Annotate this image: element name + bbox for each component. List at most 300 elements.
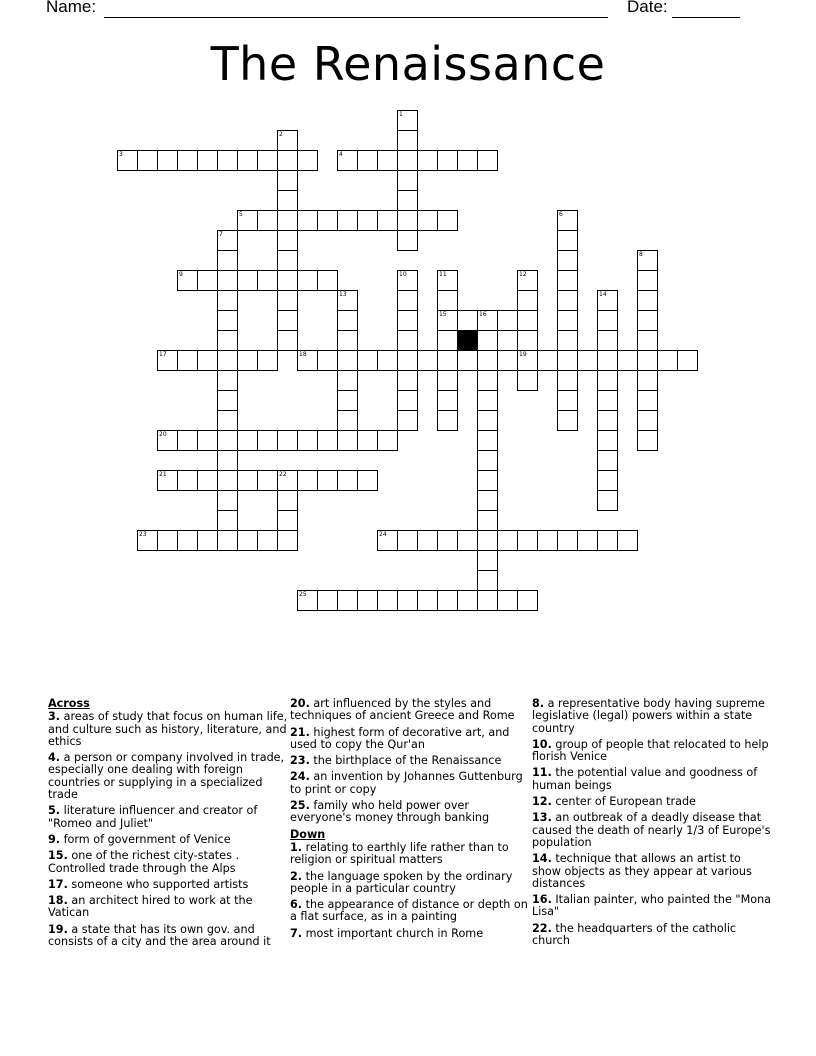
grid-cell[interactable] [397,350,418,371]
grid-cell[interactable] [477,590,498,611]
grid-cell[interactable] [317,470,338,491]
cell-number: 23 [139,531,147,538]
grid-cell[interactable] [597,390,618,411]
grid-cell[interactable] [557,250,578,271]
grid-cell[interactable] [237,270,258,291]
clue-text: relating to earthly life rather than to religion or spiritual matters [290,840,509,867]
cell-number: 9 [179,271,183,278]
grid-cell[interactable] [397,210,418,231]
clue-text: a representative body having supreme legislative (legal) powers within a state country [532,697,765,735]
clue-item [48,879,288,891]
grid-cell[interactable] [597,470,618,491]
cell-number: 16 [479,311,487,318]
grid-cell[interactable] [277,290,298,311]
cell-number: 25 [299,591,307,598]
clues-column-1 [48,698,288,952]
grid-cell[interactable] [277,190,298,211]
grid-cell[interactable] [277,170,298,191]
grid-cell[interactable] [597,410,618,431]
grid-cell[interactable] [597,490,618,511]
cell-number: 1 [399,111,403,118]
grid-cell[interactable] [317,590,338,611]
grid-cell[interactable] [377,150,398,171]
grid-cell[interactable] [397,290,418,311]
grid-cell[interactable] [577,350,598,371]
grid-cell[interactable] [337,590,358,611]
grid-cell[interactable] [457,590,478,611]
grid-cell[interactable] [157,430,178,451]
grid-cell[interactable] [557,210,578,231]
grid-cell[interactable] [397,410,418,431]
grid-cell[interactable] [437,150,458,171]
clue-item [290,842,530,867]
grid-cell[interactable] [337,150,358,171]
grid-cell[interactable] [477,390,498,411]
grid-cell[interactable] [477,550,498,571]
grid-cell[interactable] [557,410,578,431]
grid-cell[interactable] [497,310,518,331]
grid-cell[interactable] [417,350,438,371]
grid-cell[interactable] [297,590,318,611]
clue-number: 13. [532,811,552,825]
grid-cell[interactable] [377,590,398,611]
grid-cell[interactable] [277,150,298,171]
grid-cell[interactable] [257,150,278,171]
grid-cell[interactable] [457,530,478,551]
grid-cell[interactable] [537,530,558,551]
clue-text: highest form of decorative art, and used to copy the Qur'an [290,725,510,751]
clue-item [532,923,772,948]
clue-item [290,727,530,752]
grid-cell[interactable] [217,150,238,171]
clue-text: a state that has its own gov. and consists of a city and the area around it [48,922,271,949]
grid-cell[interactable] [637,430,658,451]
clue-text: a person or company involved in trade, especially one dealing with foreign countries or supplying in a specialized trade [48,751,285,802]
grid-cell[interactable] [197,470,218,491]
grid-cell[interactable] [397,590,418,611]
clue-number: 21. [290,725,310,739]
grid-cell[interactable] [337,390,358,411]
grid-cell[interactable] [637,410,658,431]
grid-cell[interactable] [277,230,298,251]
grid-cell[interactable] [297,350,318,371]
grid-cell[interactable] [477,150,498,171]
clue-number: 2. [290,869,303,883]
grid-cell[interactable] [397,170,418,191]
grid-cell[interactable] [217,290,238,311]
grid-cell[interactable] [637,310,658,331]
clue-item [532,853,772,890]
grid-cell[interactable] [477,570,498,591]
grid-cell[interactable] [637,250,658,271]
grid-cell[interactable] [637,390,658,411]
cell-number: 21 [159,471,167,478]
grid-cell[interactable] [437,330,458,351]
grid-cell[interactable] [397,130,418,151]
grid-cell[interactable] [357,150,378,171]
grid-cell[interactable] [237,150,258,171]
grid-cell[interactable] [477,370,498,391]
grid-cell[interactable] [277,470,298,491]
grid-cell[interactable] [557,290,578,311]
grid-cell[interactable] [337,350,358,371]
grid-cell[interactable] [437,410,458,431]
clue-item [290,771,530,796]
grid-cell[interactable] [257,350,278,371]
grid-cell[interactable] [237,430,258,451]
clue-item [532,698,772,735]
grid-cell[interactable] [337,290,358,311]
grid-cell[interactable] [597,450,618,471]
grid-cell[interactable] [637,290,658,311]
grid-cell[interactable] [377,210,398,231]
cell-number: 20 [159,431,167,438]
clue-number: 12. [532,795,552,809]
grid-cell[interactable] [337,210,358,231]
grid-cell[interactable] [217,410,238,431]
grid-cell[interactable] [157,530,178,551]
grid-cell[interactable] [397,330,418,351]
clue-item [532,812,772,849]
grid-cell[interactable] [397,230,418,251]
clue-text: center of European trade [551,795,696,809]
grid-cell[interactable] [277,250,298,271]
clue-item [48,924,288,949]
grid-cell[interactable] [517,530,538,551]
grid-cell[interactable] [317,270,338,291]
clue-number: 20. [290,697,310,710]
grid-cell[interactable] [377,530,398,551]
grid-cell[interactable] [537,350,558,371]
grid-cell[interactable] [557,270,578,291]
grid-cell[interactable] [277,330,298,351]
grid-cell[interactable] [637,350,658,371]
grid-cell[interactable] [257,530,278,551]
grid-cell[interactable] [397,270,418,291]
grid-cell[interactable] [317,350,338,371]
grid-cell[interactable] [517,290,538,311]
grid-cell[interactable] [597,310,618,331]
clue-text: Italian painter, who painted the "Mona Lisa" [532,893,772,919]
grid-cell[interactable] [197,350,218,371]
grid-cell[interactable] [557,330,578,351]
cell-number: 5 [239,211,243,218]
clue-number: 10. [532,737,552,751]
grid-cell[interactable] [357,470,378,491]
grid-cell[interactable] [437,590,458,611]
grid-cell[interactable] [217,510,238,531]
grid-cell[interactable] [257,470,278,491]
grid-cell[interactable] [497,530,518,551]
grid-cell[interactable] [197,530,218,551]
grid-cell[interactable] [297,150,318,171]
grid-cell[interactable] [597,370,618,391]
grid-cell[interactable] [217,270,238,291]
grid-cell[interactable] [397,390,418,411]
grid-cell[interactable] [117,150,138,171]
clue-number: 6. [290,898,303,912]
grid-cell[interactable] [477,490,498,511]
cell-number: 11 [439,271,447,278]
cell-number: 10 [399,271,407,278]
grid-cell[interactable] [217,330,238,351]
grid-cell[interactable] [157,350,178,371]
grid-cell[interactable] [597,330,618,351]
clue-number: 3. [48,710,61,724]
grid-cell[interactable] [357,590,378,611]
grid-cell[interactable] [397,370,418,391]
clue-number: 16. [532,893,552,907]
grid-cell[interactable] [217,230,238,251]
grid-cell[interactable] [477,450,498,471]
grid-cell[interactable] [497,590,518,611]
grid-cell[interactable] [357,430,378,451]
grid-cell[interactable] [637,270,658,291]
grid-cell[interactable] [517,330,538,351]
grid-cell[interactable] [637,370,658,391]
grid-cell[interactable] [277,490,298,511]
grid-cell[interactable] [217,470,238,491]
grid-cell[interactable] [597,530,618,551]
cell-number: 24 [379,531,387,538]
grid-cell[interactable] [277,310,298,331]
grid-cell[interactable] [217,450,238,471]
grid-cell[interactable] [677,350,698,371]
grid-cell[interactable] [417,530,438,551]
grid-cell[interactable] [297,430,318,451]
clue-text: art influenced by the styles and techniques of ancient Greece and Rome [290,697,515,723]
grid-cell[interactable] [457,150,478,171]
cell-number: 6 [559,211,563,218]
clue-item [532,739,772,764]
grid-cell[interactable] [217,310,238,331]
grid-cell[interactable] [437,270,458,291]
clue-number: 11. [532,766,552,780]
clue-item [290,871,530,896]
grid-cell[interactable] [337,330,358,351]
grid-cell[interactable] [477,310,498,331]
clue-item [290,755,530,767]
grid-cell[interactable] [397,530,418,551]
grid-cell[interactable] [557,350,578,371]
grid-cell[interactable] [557,530,578,551]
clue-number: 18. [48,894,68,908]
grid-cell[interactable] [177,530,198,551]
grid-cell[interactable] [477,430,498,451]
grid-cell[interactable] [177,430,198,451]
cell-number: 7 [219,231,223,238]
grid-cell[interactable] [397,190,418,211]
clue-item [48,711,288,748]
clue-text: an outbreak of a deadly disease that caused the death of nearly 1/3 of Europe's population [532,811,771,849]
grid-cell[interactable] [457,350,478,371]
grid-cell[interactable] [197,270,218,291]
grid-cell[interactable] [397,310,418,331]
clue-number: 19. [48,922,68,936]
grid-cell[interactable] [277,270,298,291]
grid-cell[interactable] [397,150,418,171]
grid-cell[interactable] [517,270,538,291]
clue-number: 1. [290,840,303,854]
clue-number: 15. [48,849,68,863]
grid-cell[interactable] [377,430,398,451]
grid-cell[interactable] [517,370,538,391]
cell-number: 19 [519,351,527,358]
clue-section-heading: Down [290,827,326,841]
grid-cell[interactable] [237,210,258,231]
grid-cell[interactable] [477,530,498,551]
clue-section-heading: Across [48,697,90,710]
grid-cell[interactable] [477,330,498,351]
grid-cell[interactable] [557,230,578,251]
grid-cell[interactable] [577,530,598,551]
grid-cell[interactable] [397,110,418,131]
grid-cell[interactable] [197,430,218,451]
grid-cell[interactable] [417,150,438,171]
grid-cell[interactable] [417,210,438,231]
grid-cell[interactable] [277,530,298,551]
clue-number: 24. [290,770,310,784]
clue-text: someone who supported artists [67,877,249,891]
clue-text: areas of study that focus on human life, and culture such as history, literature, and ethics [48,710,288,748]
grid-cell[interactable] [437,310,458,331]
grid-cell[interactable] [237,530,258,551]
grid-cell[interactable] [437,290,458,311]
grid-cell[interactable] [277,130,298,151]
grid-cell[interactable] [477,470,498,491]
grid-cell[interactable] [597,290,618,311]
clue-item [48,805,288,830]
grid-cell[interactable] [137,530,158,551]
clue-text: the potential value and goodness of human beings [532,766,758,792]
grid-cell[interactable] [357,350,378,371]
grid-cell[interactable] [257,270,278,291]
grid-cell[interactable] [277,210,298,231]
grid-cell[interactable] [517,590,538,611]
grid-cell[interactable] [617,530,638,551]
grid-cell[interactable] [217,490,238,511]
clue-text: the appearance of distance or depth on a flat surface, as in a painting [290,898,528,924]
black-cell [457,330,478,351]
date-label: Date: [627,0,668,16]
grid-cell[interactable] [597,430,618,451]
grid-cell[interactable] [657,350,678,371]
grid-cell[interactable] [297,270,318,291]
clue-text: an architect hired to work at the Vatican [48,894,253,920]
cell-number: 22 [279,471,287,478]
clue-text: the headquarters of the catholic church [532,921,737,948]
grid-cell[interactable] [517,310,538,331]
grid-cell[interactable] [177,470,198,491]
grid-cell[interactable] [597,350,618,371]
grid-cell[interactable] [557,370,578,391]
grid-cell[interactable] [217,250,238,271]
cell-number: 2 [279,131,283,138]
grid-cell[interactable] [517,350,538,371]
grid-cell[interactable] [257,430,278,451]
grid-cell[interactable] [337,470,358,491]
grid-cell[interactable] [557,390,578,411]
grid-cell[interactable] [217,530,238,551]
grid-cell[interactable] [217,430,238,451]
grid-cell[interactable] [217,350,238,371]
grid-cell[interactable] [177,350,198,371]
grid-cell[interactable] [337,370,358,391]
grid-cell[interactable] [437,390,458,411]
grid-cell[interactable] [557,310,578,331]
clue-number: 9. [48,832,61,846]
grid-cell[interactable] [157,470,178,491]
grid-cell[interactable] [217,390,238,411]
cell-number: 15 [439,311,447,318]
name-label: Name: [46,0,97,16]
grid-cell[interactable] [157,150,178,171]
grid-cell[interactable] [317,430,338,451]
grid-cell[interactable] [637,330,658,351]
grid-cell[interactable] [617,350,638,371]
clue-number: 22. [532,921,552,935]
grid-cell[interactable] [377,350,398,371]
grid-cell[interactable] [337,430,358,451]
grid-cell[interactable] [477,510,498,531]
grid-cell[interactable] [337,410,358,431]
grid-cell[interactable] [497,350,518,371]
grid-cell[interactable] [197,150,218,171]
grid-cell[interactable] [177,270,198,291]
cell-number: 18 [299,351,307,358]
clue-text: an invention by Johannes Guttenburg to print or copy [290,770,523,796]
grid-cell[interactable] [277,510,298,531]
grid-cell[interactable] [477,350,498,371]
grid-cell[interactable] [137,150,158,171]
grid-cell[interactable] [257,210,278,231]
cell-number: 17 [159,351,167,358]
grid-cell[interactable] [237,470,258,491]
cell-number: 14 [599,291,607,298]
grid-cell[interactable] [317,210,338,231]
grid-cell[interactable] [357,210,378,231]
grid-cell[interactable] [237,350,258,371]
clues-column-2 [290,698,530,944]
clues-column-3 [532,698,772,951]
grid-cell[interactable] [437,370,458,391]
grid-cell[interactable] [277,430,298,451]
grid-cell[interactable] [417,590,438,611]
clue-number: 5. [48,804,61,818]
grid-cell[interactable] [477,410,498,431]
cell-number: 12 [519,271,527,278]
clue-number: 17. [48,877,68,891]
clue-text: family who held power over everyone's money through banking [290,799,490,825]
clue-item [48,834,288,846]
grid-cell[interactable] [437,530,458,551]
grid-cell[interactable] [437,210,458,231]
cell-number: 4 [339,151,343,158]
grid-cell[interactable] [177,150,198,171]
grid-cell[interactable] [297,470,318,491]
clue-number: 7. [290,926,303,940]
clue-item [290,928,530,940]
grid-cell[interactable] [437,350,458,371]
clue-item [532,767,772,792]
grid-cell[interactable] [457,310,478,331]
clue-text: form of government of Venice [60,832,231,846]
grid-cell[interactable] [337,310,358,331]
grid-cell[interactable] [217,370,238,391]
clue-text: the language spoken by the ordinary people in a particular country [290,869,513,895]
grid-cell[interactable] [297,210,318,231]
clue-item [532,894,772,919]
